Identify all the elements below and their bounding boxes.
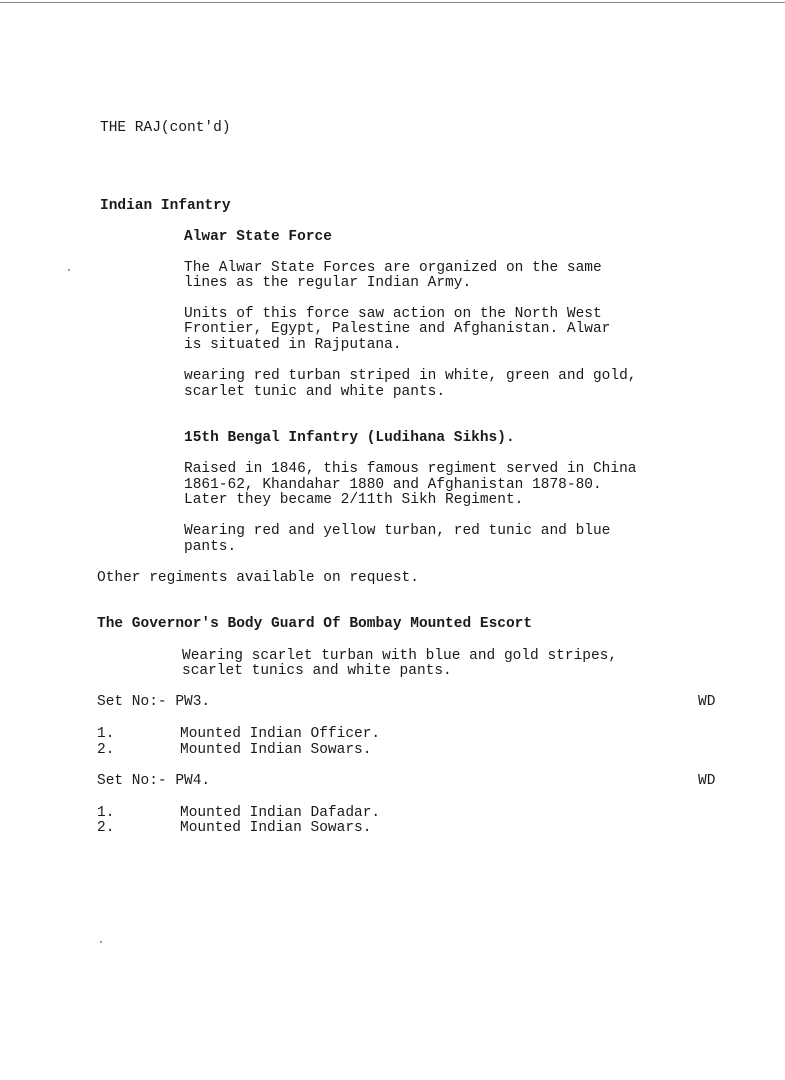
bengal-paragraph-1-line-3: Later they became 2/11th Sikh Regiment.: [184, 492, 524, 508]
section-heading-bombay-body-guard: The Governor's Body Guard Of Bombay Mounted Escort: [97, 616, 533, 632]
bodyguard-uniform-line-2: scarlet tunics and white pants.: [182, 663, 452, 679]
scan-speck: [100, 941, 102, 943]
set-pw4-item-1-text: Mounted Indian Dafadar.: [180, 805, 381, 821]
alwar-paragraph-2-line-3: is situated in Rajputana.: [184, 337, 402, 353]
bengal-uniform-line-2: pants.: [184, 539, 237, 555]
set-pw3-item-2-text: Mounted Indian Sowars.: [180, 742, 372, 758]
bodyguard-uniform-line-1: Wearing scarlet turban with blue and gold stripes,: [182, 648, 618, 664]
bengal-uniform-line-1: Wearing red and yellow turban, red tunic and blue: [184, 523, 611, 539]
alwar-paragraph-1-line-2: lines as the regular Indian Army.: [184, 275, 472, 291]
bengal-paragraph-1-line-1: Raised in 1846, this famous regiment served in China: [184, 461, 637, 477]
set-pw4-item-2-number: 2.: [97, 820, 115, 836]
alwar-paragraph-2-line-2: Frontier, Egypt, Palestine and Afghanistan. Alwar: [184, 321, 611, 337]
scan-speck: [68, 269, 70, 271]
set-label-pw3: Set No:- PW3.: [97, 694, 211, 710]
bengal-paragraph-1-line-2: 1861-62, Khandahar 1880 and Afghanistan 1878-80.: [184, 477, 602, 493]
set-code-pw3: WD: [698, 694, 716, 710]
set-code-pw4: WD: [698, 773, 716, 789]
set-pw3-item-1-number: 1.: [97, 726, 115, 742]
other-regiments-note: Other regiments available on request.: [97, 570, 419, 586]
subheading-alwar-state-force: Alwar State Force: [184, 229, 332, 245]
page-header: THE RAJ(cont'd): [100, 120, 231, 136]
alwar-uniform-line-1: wearing red turban striped in white, green and gold,: [184, 368, 637, 384]
alwar-uniform-line-2: scarlet tunic and white pants.: [184, 384, 446, 400]
alwar-paragraph-1-line-1: The Alwar State Forces are organized on the same: [184, 260, 602, 276]
scan-top-border: [0, 2, 785, 3]
set-pw4-item-2-text: Mounted Indian Sowars.: [180, 820, 372, 836]
subheading-15th-bengal-infantry: 15th Bengal Infantry (Ludihana Sikhs).: [184, 430, 515, 446]
set-pw4-item-1-number: 1.: [97, 805, 115, 821]
alwar-paragraph-2-line-1: Units of this force saw action on the North West: [184, 306, 602, 322]
set-pw3-item-2-number: 2.: [97, 742, 115, 758]
set-label-pw4: Set No:- PW4.: [97, 773, 211, 789]
set-pw3-item-1-text: Mounted Indian Officer.: [180, 726, 381, 742]
section-heading-indian-infantry: Indian Infantry: [100, 198, 231, 214]
